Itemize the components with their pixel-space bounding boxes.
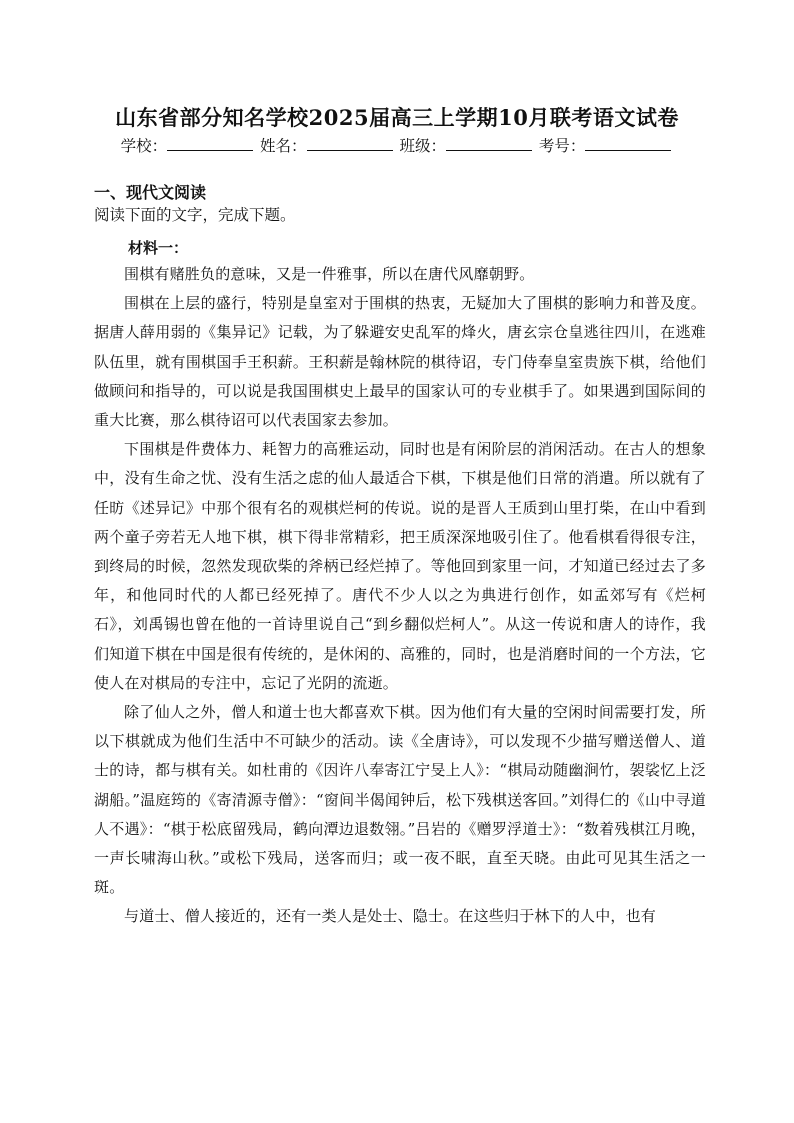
school-label: 学校： bbox=[120, 137, 168, 155]
name-label: 姓名： bbox=[260, 137, 307, 155]
paragraph: 围棋有赌胜负的意味，又是一件雅事，所以在唐代风靡朝野。 bbox=[124, 265, 535, 283]
instruction-text: 阅读下面的文字，完成下题。 bbox=[94, 206, 296, 224]
paragraph: 除了仙人之外，僧人和道士也大都喜欢下棋。因为他们有大量的空闲时间需要打发，所以下棋就成为他们生活中不可缺少的活动。读《全唐诗》，可以发现不少描写赠送僧人、道士的诗，都与棋有关。如杜甫的《因许八奉寄江宁旻上人》：“棋局动随幽涧竹，袈裟忆上泛湖船。”温庭筠的《寄清源寺僧》：“窗间半偈闻钟后，松下残棋送客回。”刘得仁的《山中寻道人不遇》：“棋于松底留残局，鹤向潭边退数翎。”吕岩的《赠罗浮道士》：“数着残棋江月晚，一声长啸海山秋。”或松下残局，送客而归；或一夜不眠，直至天晓。由此可见其生活之一斑。 bbox=[94, 703, 706, 897]
name-blank bbox=[307, 135, 393, 151]
student-info-row bbox=[0, 134, 794, 156]
exam-number-blank bbox=[585, 135, 671, 151]
material-label: 材料一： bbox=[128, 239, 189, 257]
article-body bbox=[94, 260, 706, 932]
class-blank bbox=[446, 135, 532, 151]
paragraph: 围棋在上层的盛行，特别是皇室对于围棋的热衷，无疑加大了围棋的影响力和普及度。据唐人薛用弱的《集异记》记载，为了躲避安史乱军的烽火，唐玄宗仓皇逃往四川，在逃难队伍里，就有围棋国手王积薪。王积薪是翰林院的棋待诏，专门侍奉皇室贵族下棋，给他们做顾问和指导的，可以说是我国围棋史上最早的国家认可的专业棋手了。如果遇到国际间的重大比赛，那么棋待诏可以代表国家去参加。 bbox=[94, 294, 706, 430]
school-blank bbox=[167, 135, 253, 151]
section-heading: 一、现代文阅读 bbox=[94, 183, 207, 202]
paragraph: 下围棋是件费体力、耗智力的高雅运动，同时也是有闲阶层的消闲活动。在古人的想象中，没有生命之忧、没有生活之虑的仙人最适合下棋，下棋是他们日常的消遣。所以就有了任昉《述异记》中那个很有名的观棋烂柯的传说。说的是晋人王质到山里打柴，在山中看到两个童子旁若无人地下棋，棋下得非常精彩，把王质深深地吸引住了。他看棋看得很专注，到终局的时候，忽然发现砍柴的斧柄已经烂掉了。等他回到家里一问，才知道已经过去了多年，和他同时代的人都已经死掉了。唐代不少人以之为典进行创作，如孟郊写有《烂柯石》，刘禹锡也曾在他的一首诗里说自己“到乡翻似烂柯人”。从这一传说和唐人的诗作，我们知道下棋在中国是很有传统的，是休闲的、高雅的，同时，也是消磨时间的一个方法，它使人在对棋局的专注中，忘记了光阴的流逝。 bbox=[94, 440, 706, 692]
paragraph: 与道士、僧人接近的，还有一类人是处士、隐士。在这些归于林下的人中，也有 bbox=[124, 907, 657, 926]
exam-number-label: 考号： bbox=[538, 137, 586, 155]
exam-title: 山东省部分知名学校2025届高三上学期10月联考语文试卷 bbox=[115, 105, 679, 130]
class-label: 班级： bbox=[399, 137, 446, 155]
